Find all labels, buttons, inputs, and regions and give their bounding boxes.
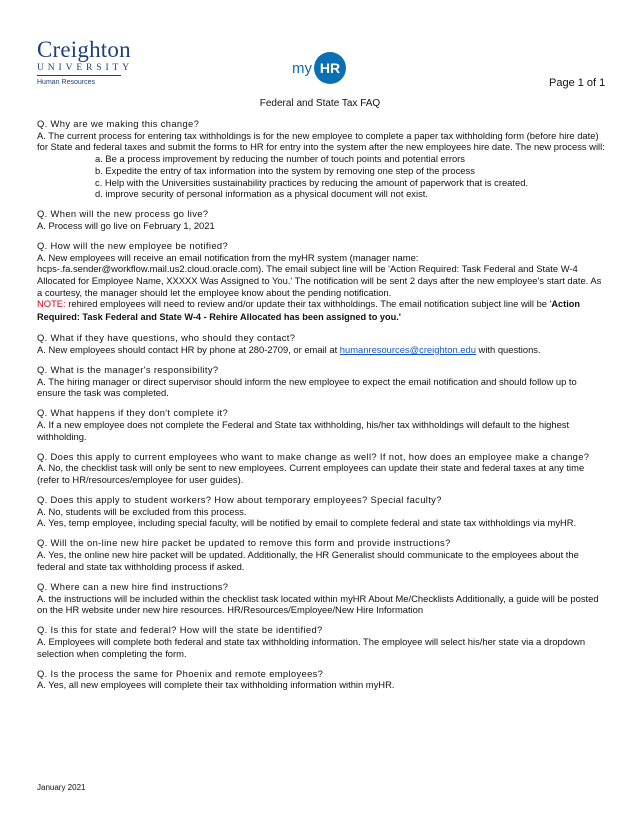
faq-answer: A. Yes, the online new hire packet will be updated. Additionally, the HR Generalist should communicate to the employees about the federal and state tax withholding process if asked. bbox=[37, 549, 579, 572]
faq-body bbox=[37, 118, 607, 699]
faq-question: Q. How will the new employee be notified? bbox=[37, 239, 229, 251]
creighton-logo bbox=[37, 38, 133, 86]
faq-item bbox=[37, 451, 607, 486]
logo-department: Human Resources bbox=[37, 79, 95, 86]
note-text: rehired employees will need to review and/or update their tax withholdings. The email notification subject line will be ' bbox=[65, 298, 552, 310]
faq-answer: A. No, students will be excluded from this process. bbox=[37, 505, 247, 517]
faq-answer: A. No, the checklist task will only be sent to new employees. Current employees can update their state and federal taxes at any time (refer to HR/resources/employee for user guides). bbox=[37, 462, 585, 486]
logo-name: Creighton bbox=[37, 37, 131, 62]
page-title: Federal and State Tax FAQ bbox=[259, 98, 381, 109]
faq-item bbox=[37, 364, 607, 399]
answer-text: A. New employees should contact HR by phone at 280-2709, or email at bbox=[37, 343, 340, 355]
faq-note bbox=[37, 298, 607, 323]
faq-question: Q. Why are we making this change? bbox=[37, 118, 200, 129]
list-item: b. Expedite the entry of tax information into the system by removing one step of the process bbox=[95, 164, 475, 176]
faq-item bbox=[37, 668, 607, 691]
myhr-logo bbox=[292, 51, 346, 85]
faq-question: Q. Will the on-line new hire packet be updated to remove this form and provide instructions? bbox=[37, 537, 451, 549]
faq-item bbox=[37, 581, 607, 616]
faq-answer-list bbox=[37, 153, 607, 200]
faq-item bbox=[37, 118, 607, 200]
faq-question: Q. When will the new process go live? bbox=[37, 208, 209, 220]
faq-question: Q. Does this apply to student workers? How about temporary employees? Special faculty? bbox=[37, 494, 442, 506]
faq-question: Q. Is the process the same for Phoenix and remote employees? bbox=[37, 667, 324, 679]
footer-date: January 2021 bbox=[37, 783, 86, 792]
faq-answer: A. Yes, temp employee, including special faculty, will be notified by email to complete federal and state tax withholdings via myHR. bbox=[37, 517, 577, 529]
answer-text: with questions. bbox=[475, 343, 541, 355]
myhr-badge-icon: HR bbox=[314, 52, 346, 84]
faq-answer bbox=[37, 344, 607, 356]
logo-university: UNIVERSITY bbox=[37, 63, 133, 73]
faq-answer: A. Employees will complete both federal and state tax withholding information. The employee will select his/her state via a dropdown selection when completing the form. bbox=[37, 635, 586, 659]
list-item: c. Help with the Universities sustainability practices by reducing the amount of paperwork that is created. bbox=[95, 176, 529, 188]
faq-answer: A. The current process for entering tax withholdings is for the new employee to complete a paper tax withholding form (before hire date) for State and federal taxes and submit the forms to HR for entry into the system after the new employees hire date. The new process will: bbox=[37, 129, 605, 153]
faq-question: Q. Where can a new hire find instructions? bbox=[37, 580, 229, 592]
faq-item bbox=[37, 624, 607, 659]
myhr-prefix: my bbox=[292, 59, 312, 77]
list-item: d. improve security of personal information as a physical document will not exist. bbox=[95, 188, 428, 200]
faq-item bbox=[37, 332, 607, 355]
hr-email-link[interactable]: humanresources@creighton.edu bbox=[339, 343, 476, 355]
faq-question: Q. Is this for state and federal? How will the state be identified? bbox=[37, 624, 323, 636]
faq-question: Q. Does this apply to current employees who want to make change as well? If not, how does an employee make a change? bbox=[37, 450, 590, 462]
logo-divider bbox=[37, 75, 121, 76]
list-item: a. Be a process improvement by reducing the number of touch points and potential errors bbox=[95, 153, 465, 165]
faq-question: Q. What happens if they don't complete it? bbox=[37, 407, 229, 419]
faq-answer: A. New employees will receive an email notification from the myHR system (manager name: hcps-.fa.sender@workflow.mail.us2.cloud.oracle.com). The email subject line will be 'Action Required: Task Federal and State W-4 Allocated for Employee Name, XXXXX Was Assigned to You.' The notification will be sent 2 days after the new employee's start date. As a courtesy, the manager should let the employee know about the pending notification. bbox=[37, 251, 602, 298]
faq-question: Q. What if they have questions, who should they contact? bbox=[37, 332, 296, 344]
faq-item bbox=[37, 537, 607, 572]
faq-answer: A. If a new employee does not complete the Federal and State tax withholding, his/her tax withholdings will default to the highest withholding. bbox=[37, 418, 570, 442]
faq-answer: A. the instructions will be included within the checklist task located within myHR About Me/Checklists Additionally, a guide will be posted on the HR website under new hire resources. HR/Resources/Employee/New Hire Information bbox=[37, 592, 599, 616]
page-number: Page 1 of 1 bbox=[549, 77, 606, 89]
faq-item bbox=[37, 240, 607, 324]
faq-item bbox=[37, 208, 607, 231]
note-subject-line: Action Required: Task Federal and State W-4 - Rehire Allocated has been assigned to you.' bbox=[37, 299, 580, 323]
faq-answer: A. Process will go live on February 1, 2021 bbox=[37, 219, 215, 231]
faq-item bbox=[37, 407, 607, 442]
faq-question: Q. What is the manager's responsibility? bbox=[37, 363, 219, 375]
faq-answer: A. Yes, all new employees will complete their tax withholding information within myHR. bbox=[37, 679, 395, 691]
faq-item bbox=[37, 494, 607, 529]
faq-answer: A. The hiring manager or direct supervisor should inform the new employee to expect the email notification and should follow up to ensure the task was completed. bbox=[37, 375, 577, 399]
note-label: NOTE: bbox=[37, 298, 66, 310]
